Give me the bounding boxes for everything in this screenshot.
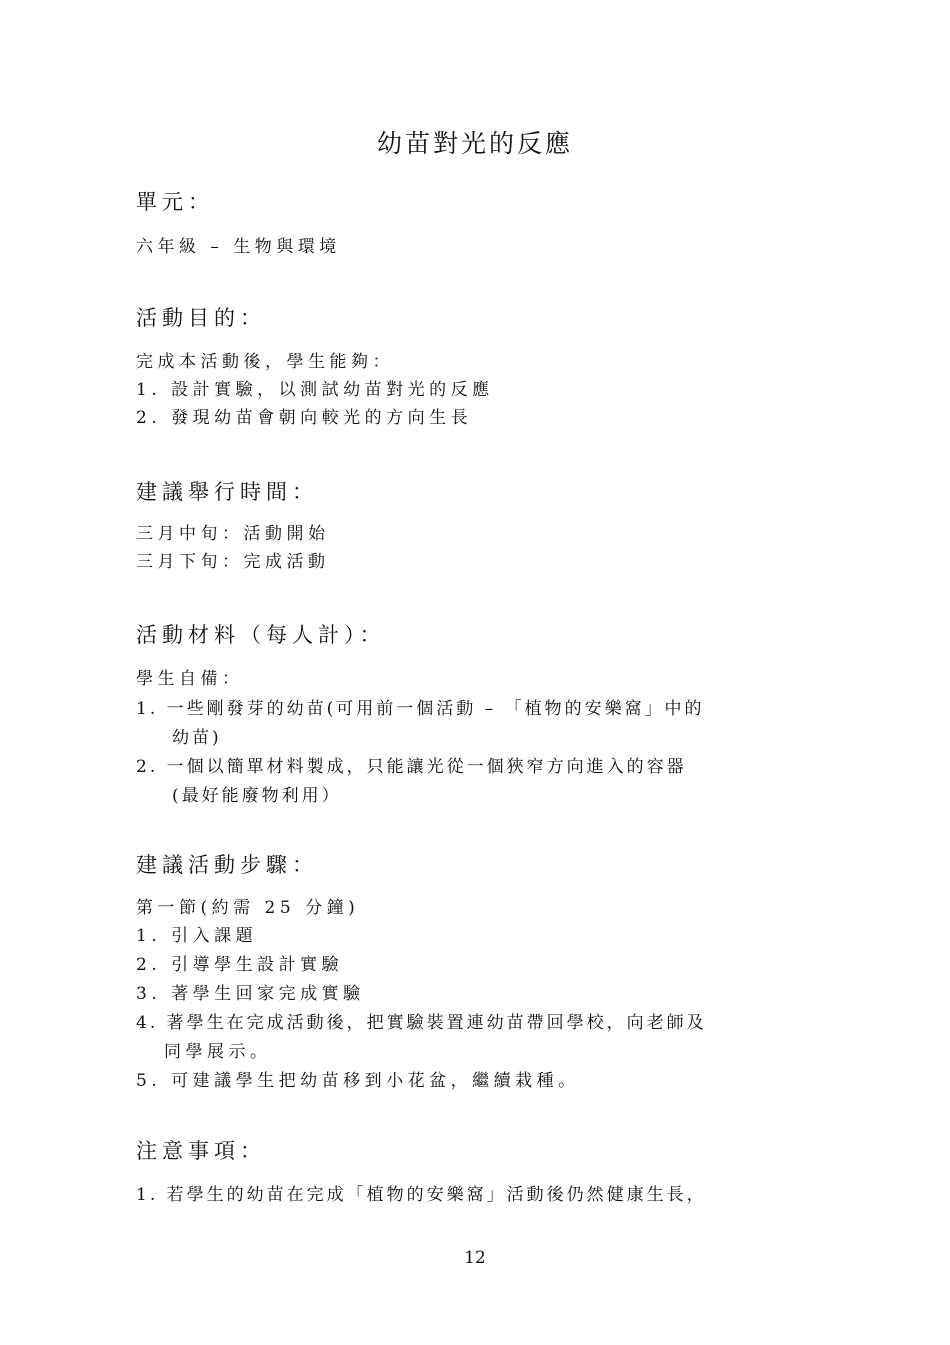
unit-heading: 單元： <box>136 190 214 214</box>
step-item-continuation: 同學展示。 <box>164 1042 272 1062</box>
step-item: 1. 引入課題 <box>136 926 258 946</box>
page-number: 12 <box>464 1248 486 1268</box>
steps-intro: 第一節(約需 25 分鐘) <box>136 898 360 918</box>
time-item: 三月下旬：完成活動 <box>136 552 330 572</box>
objectives-heading: 活動目的： <box>136 306 266 330</box>
material-item-continuation: 幼苗) <box>172 728 222 748</box>
objective-item: 1. 設計實驗，以測試幼苗對光的反應 <box>136 380 494 400</box>
materials-heading: 活動材料（每人計）： <box>136 623 386 647</box>
steps-heading: 建議活動步驟： <box>136 853 318 877</box>
step-item: 5. 可建議學生把幼苗移到小花盆，繼續栽種。 <box>136 1071 580 1091</box>
time-heading: 建議舉行時間： <box>136 480 318 504</box>
objective-item: 2. 發現幼苗會朝向較光的方向生長 <box>136 408 473 428</box>
page-title: 幼苗對光的反應 <box>376 129 573 158</box>
material-item-line: 1. 一些剛發芽的幼苗(可用前一個活動 – 「植物的安樂窩」中的 <box>136 699 705 719</box>
unit-text: 六年級 – 生物與環境 <box>136 237 341 257</box>
material-item-continuation: (最好能廢物利用） <box>172 786 342 806</box>
notes-heading: 注意事項： <box>136 1139 266 1163</box>
step-item: 4. 著學生在完成活動後，把實驗裝置連幼苗帶回學校，向老師及 <box>136 1013 707 1033</box>
objectives-intro: 完成本活動後，學生能夠： <box>136 352 394 372</box>
note-item: 1. 若學生的幼苗在完成「植物的安樂窩」活動後仍然健康生長， <box>136 1185 707 1205</box>
step-item: 2. 引導學生設計實驗 <box>136 955 344 975</box>
materials-intro: 學生自備： <box>136 669 244 689</box>
time-item: 三月中旬：活動開始 <box>136 524 330 544</box>
material-item-line: 2. 一個以簡單材料製成，只能讓光從一個狹窄方向進入的容器 <box>136 757 687 777</box>
step-item: 3. 著學生回家完成實驗 <box>136 984 365 1004</box>
